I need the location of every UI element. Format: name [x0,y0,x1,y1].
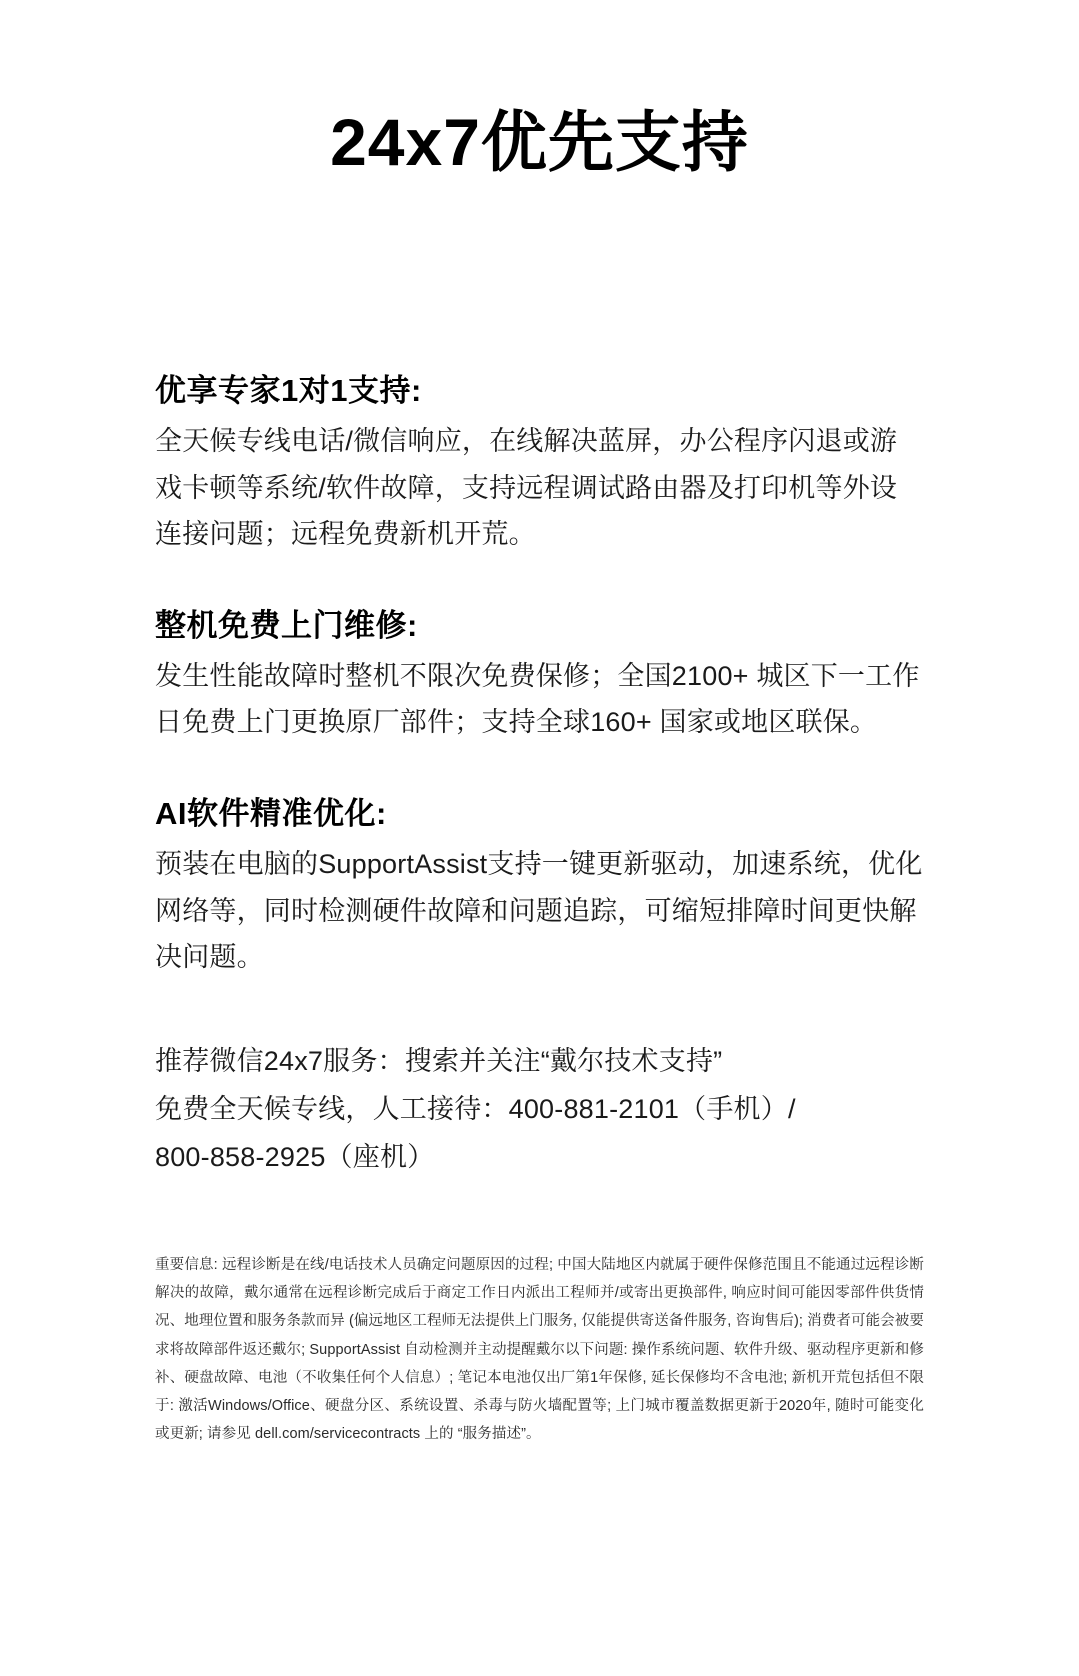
section-body: 发生性能故障时整机不限次免费保修；全国2100+ 城区下一工作日免费上门更换原厂部件；支持全球160+ 国家或地区联保。 [155,660,920,738]
hotline-mobile-line: 免费全天候专线，人工接待：400-881-2101（手机）/ [155,1093,796,1124]
spacer [155,746,924,792]
hotline-landline-line: 800-858-2925（座机） [155,1141,435,1172]
section-ai-optimization [155,792,924,981]
disclaimer-label: 重要信息: [155,1256,218,1273]
dell-service-contracts-link[interactable]: dell.com/servicecontracts [255,1426,421,1443]
wechat-service-line: 推荐微信24x7服务：搜索并关注“戴尔技术支持” [155,1045,723,1076]
disclaimer-body-end: 上的 “服务描述”。 [420,1426,541,1443]
section-expert-support [155,369,924,558]
disclaimer-text [155,1251,924,1449]
section-body: 预装在电脑的SupportAssist支持一键更新驱动，加速系统，优化网络等，同时检测硬件故障和问题追踪，可缩短排障时间更快解决问题。 [155,849,923,973]
document-content [0,369,1079,1449]
document-page [0,105,1079,1676]
page-title: 24x7优先支持 [330,105,749,179]
section-heading: 优享专家1对1支持: [155,372,422,408]
section-heading: 整机免费上门维修: [155,607,418,643]
section-body: 全天候专线电话/微信响应，在线解决蓝屏，办公程序闪退或游戏卡顿等系统/软件故障，支持远程调试路由器及打印机等外设连接问题；远程免费新机开荒。 [155,426,898,550]
section-heading: AI软件精准优化: [155,795,387,831]
section-onsite-repair [155,604,924,746]
disclaimer-body: 远程诊断是在线/电话技术人员确定问题原因的过程; 中国大陆地区内就属于硬件保修范围且不能通过远程诊断解决的故障，戴尔通常在远程诊断完成后于商定工作日内派出工程师并/或寄出更换部件, 响应时间可能因零部件供货情况、地理位置和服务条款而异 (偏远地区工程师无法提供上门服务, 仅能提供寄送备件服务, 咨询售后); 消费者可能会被要求将故障部件返还戴尔; SupportAssist 自动检测并主动提醒戴尔以下问题: 操作系统问题、软件升级、驱动程序更新和修补、硬盘故障、电池（不收集任何个人信息）; 笔记本电池仅出厂第1年保修, 延长保修均不含电池; 新机开荒包括但不限于: 激活Windows/Office、硬盘分区、系统设置、杀毒与防火墙配置等; 上门城市覆盖数据更新于2020年, 随时可能变化或更新; 请参见 [155,1256,924,1443]
spacer [155,558,924,604]
contact-block [155,1037,924,1181]
